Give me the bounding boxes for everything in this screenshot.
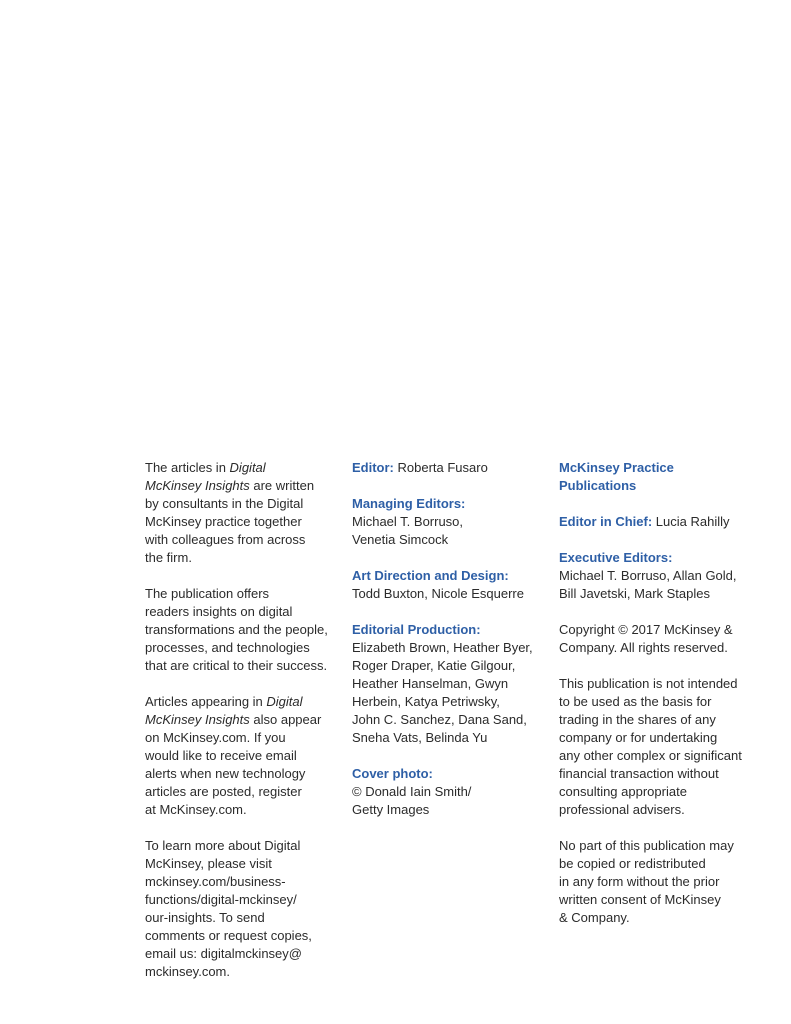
offers-paragraph: The publication offers readers insights on digital transformations and the people, processes, and technologies that are critical to their success. xyxy=(145,586,328,673)
art-direction-label: Art Direction and Design: xyxy=(352,568,509,583)
credits-column xyxy=(352,459,547,837)
cover-photo-label: Cover photo: xyxy=(352,766,433,781)
art-direction-credit: Art Direction and Design: Todd Buxton, Nicole Esquerre xyxy=(352,567,547,603)
publications-column xyxy=(559,459,759,945)
editor-credit xyxy=(352,459,547,477)
editor-in-chief-label: Editor in Chief: xyxy=(559,514,653,529)
editor-label: Editor: xyxy=(352,460,394,475)
editor-in-chief-credit xyxy=(559,513,759,531)
editorial-production-label: Editorial Production: xyxy=(352,622,481,637)
executive-editors-label: Executive Editors: xyxy=(559,550,673,565)
editorial-production-credit: Editorial Production: Elizabeth Brown, Heather Byer, Roger Draper, Katie Gilgour, Heather Hanselman, Gwyn Herbein, Katya Petriwsky, John C. Sanchez, Dana Sand, Sneha Vats, Belinda Yu xyxy=(352,621,547,747)
editor-in-chief-name: Lucia Rahilly xyxy=(652,514,730,529)
executive-editors-credit: Executive Editors: Michael T. Borruso, Allan Gold, Bill Javetski, Mark Staples xyxy=(559,549,759,603)
publication-title: McKinsey Insights xyxy=(145,712,250,727)
publication-title: Digital xyxy=(266,694,303,709)
disclaimer-notice: This publication is not intended to be used as the basis for trading in the shares of any company or for undertaking any other complex or significant financial transaction without consulting appropriate professional advisers. xyxy=(559,676,742,817)
about-column xyxy=(145,459,340,999)
copyright-notice: Copyright © 2017 McKinsey & Company. All rights reserved. xyxy=(559,622,733,655)
publication-title: McKinsey Insights xyxy=(145,478,250,493)
managing-editors-label: Managing Editors: xyxy=(352,496,466,511)
editor-name: Roberta Fusaro xyxy=(393,460,488,475)
publication-title: Digital xyxy=(229,460,266,475)
practice-publications-heading: McKinsey Practice Publications xyxy=(559,460,674,493)
about-paragraph: The articles in Digital McKinsey Insights are written by consultants in the Digital McKinsey practice together with colleagues from across the firm. xyxy=(145,460,315,565)
cover-photo-credit: Cover photo: © Donald Iain Smith/ Getty Images xyxy=(352,765,547,819)
redistribution-notice: No part of this publication may be copied or redistributed in any form without the prior written consent of McKinsey & Company. xyxy=(559,838,734,925)
contact-paragraph: To learn more about Digital McKinsey, please visit mckinsey.com/business- functions/digital-mckinsey/ our-insights. To send comments or request copies, email us: digitalmckinsey@ mckinsey.com. xyxy=(145,838,312,979)
managing-editors-credit: Managing Editors: Michael T. Borruso, Venetia Simcock xyxy=(352,495,547,549)
alerts-paragraph: Articles appearing in Digital McKinsey Insights also appear on McKinsey.com. If you would like to receive email alerts when new technology articles are posted, register at McKinsey.com. xyxy=(145,694,322,817)
